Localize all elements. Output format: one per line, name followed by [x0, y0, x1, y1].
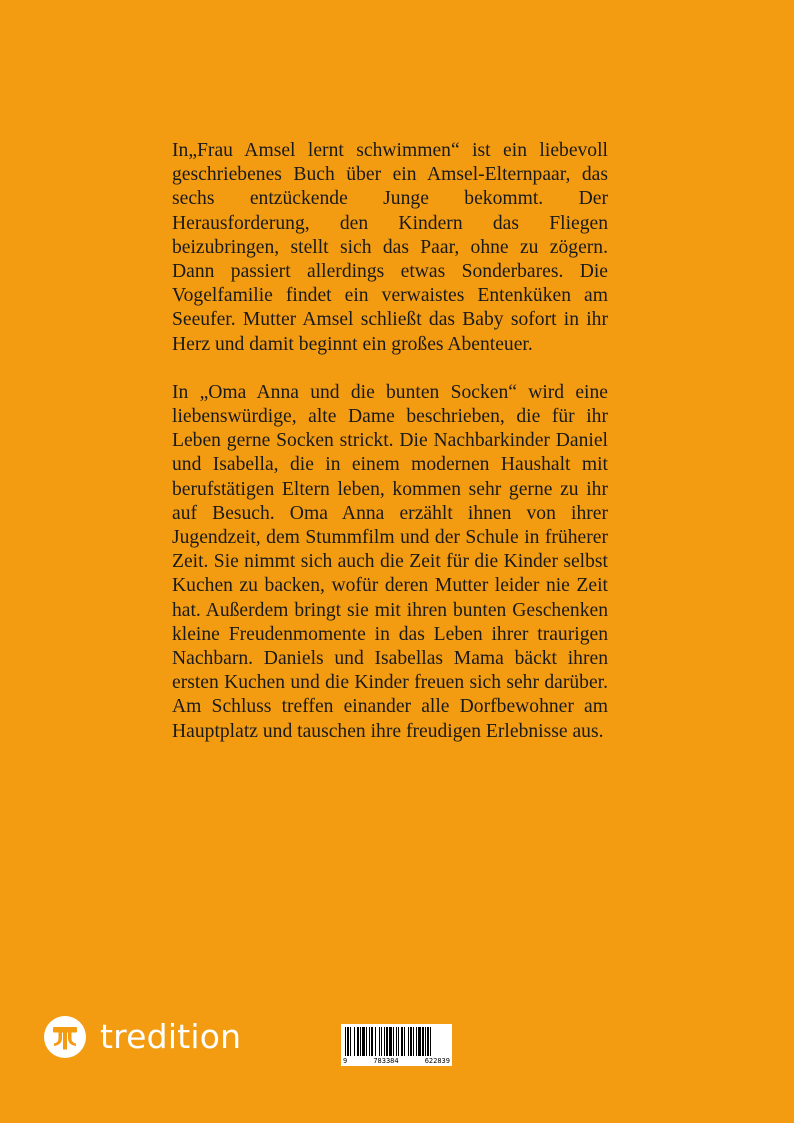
barcode-bar	[347, 1027, 349, 1056]
isbn-barcode	[341, 1024, 452, 1066]
barcode-bar	[366, 1027, 367, 1056]
barcode-bar	[362, 1027, 365, 1056]
barcode-bar	[408, 1027, 409, 1056]
blurb-paragraph-2: In „Oma Anna und die bunten Socken“ wird eine liebenswürdige, alte Dame beschrieben, die für ihr Leben gerne Socken strickt. Die Nachbarkinder Daniel und Isabella, die in einem modernen Haushalt mit berufstätigen Eltern leben, kommen sehr gerne zu ihr auf Besuch. Oma Anna erzählt ihnen von ihrer Jugendzeit, dem Stummfilm und der Schule in früherer Zeit. Sie nimmt sich auch die Zeit für die Kinder selbst Kuchen zu backen, wofür deren Mutter leider nie Zeit hat. Außerdem bringt sie mit ihren bunten Geschenken kleine Freudenmomente in das Leben ihrer traurigen Nachbarn. Daniels und Isabellas Mama bäckt ihren ersten Kuchen und die Kinder freuen sich sehr darüber. Am Schluss treffen einander alle Dorfbewohner am Hauptplatz und tauschen ihre freudigen Erlebnisse aus.	[172, 381, 608, 742]
barcode-bar	[396, 1027, 397, 1056]
barcode-bar	[398, 1027, 399, 1056]
barcode-bar	[427, 1027, 429, 1056]
barcode-bar	[393, 1027, 394, 1056]
barcode-bar	[425, 1027, 426, 1056]
barcode-bar	[371, 1027, 373, 1056]
barcode-bar	[384, 1027, 385, 1056]
barcode-bar	[389, 1027, 392, 1056]
barcode-bar	[381, 1027, 382, 1056]
publisher-logo	[44, 1016, 241, 1058]
tredition-logo-icon	[44, 1016, 86, 1058]
barcode-bar	[360, 1027, 361, 1056]
barcode-bar	[379, 1027, 380, 1056]
blurb-paragraph-1: In„Frau Amsel lernt schwimmen“ ist ein liebevoll geschriebenes Buch über ein Amsel-Elternpaar, das sechs entzückende Junge bekommt. Der Herausforderung, den Kindern das Fliegen beizubringen, stellt sich das Paar, ohne zu zögern. Dann passiert allerdings etwas Sonderbares. Die Vogelfamilie findet ein verwaistes Entenküken am Seeufer. Mutter Amsel schließt das Baby sofort in ihr Herz und damit beginnt ein großes Abenteuer.	[172, 140, 608, 355]
barcode-bar	[350, 1027, 351, 1056]
barcode-group-2: 622839	[424, 1057, 450, 1065]
publisher-name: tredition	[100, 1017, 242, 1056]
barcode-prefix: 9	[343, 1057, 348, 1065]
barcode-bar	[404, 1027, 405, 1056]
barcode-bar	[410, 1027, 412, 1056]
barcode-bar	[357, 1027, 359, 1056]
barcode-bar	[418, 1027, 421, 1056]
barcode-bar	[416, 1027, 417, 1056]
barcode-bar	[401, 1027, 403, 1056]
barcode-bars	[345, 1027, 448, 1056]
barcode-bar	[422, 1027, 424, 1056]
barcode-group-1: 783384	[373, 1057, 399, 1065]
barcode-bar	[375, 1027, 376, 1056]
barcode-bar	[386, 1027, 388, 1056]
barcode-bar	[413, 1027, 414, 1056]
barcode-bar	[369, 1027, 370, 1056]
barcode-bar	[430, 1027, 431, 1056]
barcode-bar	[354, 1027, 355, 1056]
back-cover-blurb	[172, 139, 608, 744]
barcode-digits	[343, 1057, 450, 1065]
barcode-bar	[345, 1027, 346, 1056]
